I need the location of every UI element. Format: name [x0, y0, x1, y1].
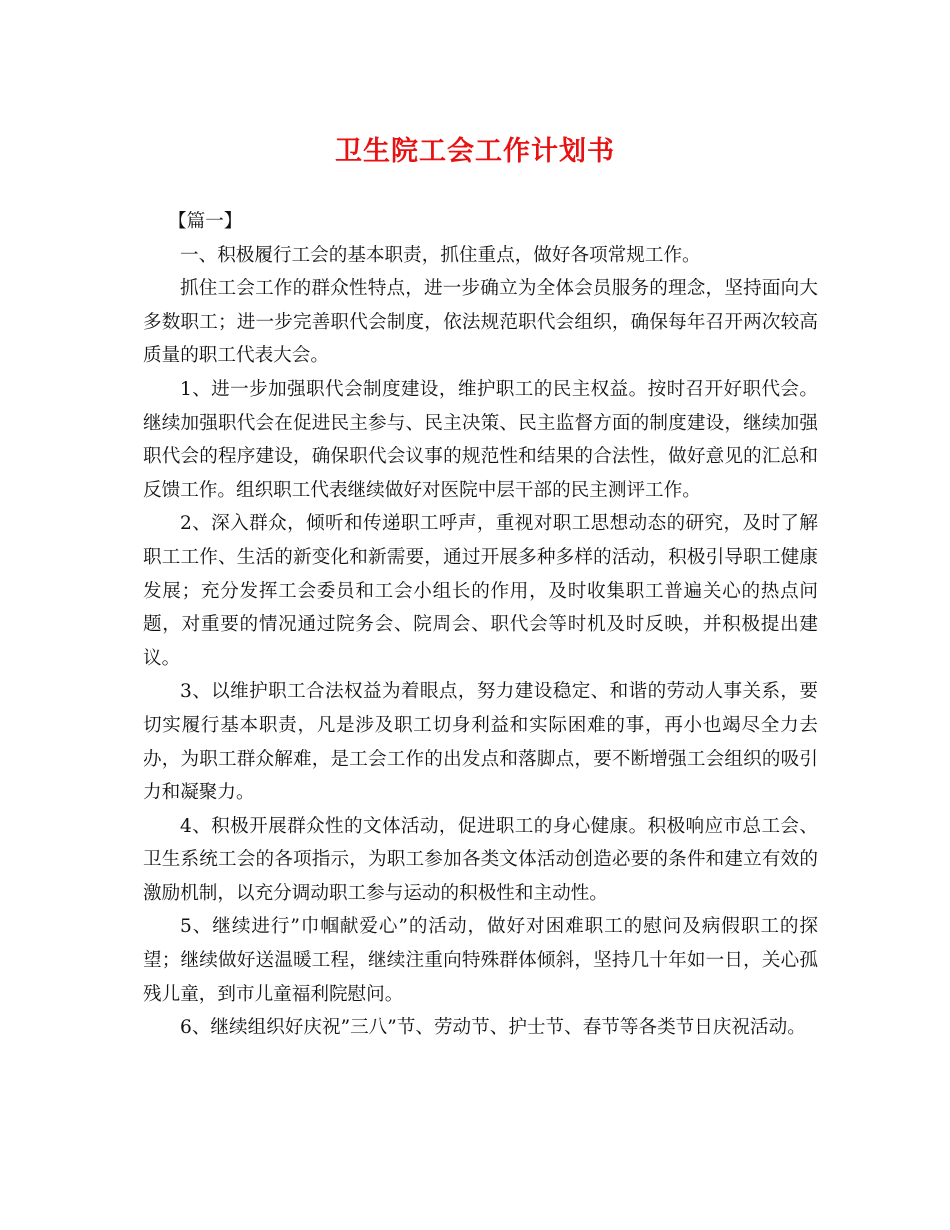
paragraph-item-1: 1、进一步加强职代会制度建设，维护职工的民主权益。按时召开好职代会。继续加强职代会在促进民主参与、民主决策、民主监督方面的制度建设，继续加强职代会的程序建设，确保职代会议事的规范性和结果的合法性，做好意见的汇总和反馈工作。组织职工代表继续做好对医院中层干部的民主测评工作。 — [143, 378, 818, 501]
section-label: 【篇一】 — [168, 211, 243, 232]
paragraph-item-5: 5、继续进行”巾帼献爱心”的活动，做好对困难职工的慰问及病假职工的探望；继续做好送温暖工程，继续注重向特殊群体倾斜，坚持几十年如一日，关心孤残儿童，到市儿童福利院慰问。 — [143, 916, 818, 1005]
paragraph-heading-1: 一、积极履行工会的基本职责，抓住重点，做好各项常规工作。 — [180, 244, 701, 266]
paragraph-item-4: 4、积极开展群众性的文体活动，促进职工的身心健康。积极响应市总工会、卫生系统工会的各项指示，为职工参加各类文体活动创造必要的条件和建立有效的激励机制，以充分调动职工参与运动的积极性和主动性。 — [143, 815, 818, 904]
document-body — [143, 205, 818, 1045]
paragraph-item-6: 6、继续组织好庆祝”三八”节、劳动节、护士节、春节等各类节日庆祝活动。 — [180, 1017, 806, 1039]
paragraph-item-3: 3、以维护职工合法权益为着眼点，努力建设稳定、和谐的劳动人事关系，要切实履行基本职责，凡是涉及职工切身利益和实际困难的事，再小也竭尽全力去办，为职工群众解难，是工会工作的出发点和落脚点，要不断增强工会组织的吸引力和凝聚力。 — [143, 681, 818, 804]
paragraph-item-2: 2、深入群众，倾听和传递职工呼声，重视对职工思想动态的研究，及时了解职工工作、生活的新变化和新需要，通过开展多种多样的活动，积极引导职工健康发展；充分发挥工会委员和工会小组长的作用，及时收集职工普遍关心的热点问题，对重要的情况通过院务会、院周会、职代会等时机及时反映，并积极提出建议。 — [143, 513, 818, 669]
document-title: 卫生院工会工作计划书 — [335, 136, 615, 167]
paragraph-intro: 抓住工会工作的群众性特点，进一步确立为全体会员服务的理念，坚持面向大多数职工；进一步完善职代会制度，依法规范职代会组织，确保每年召开两次较高质量的职工代表大会。 — [143, 278, 818, 367]
